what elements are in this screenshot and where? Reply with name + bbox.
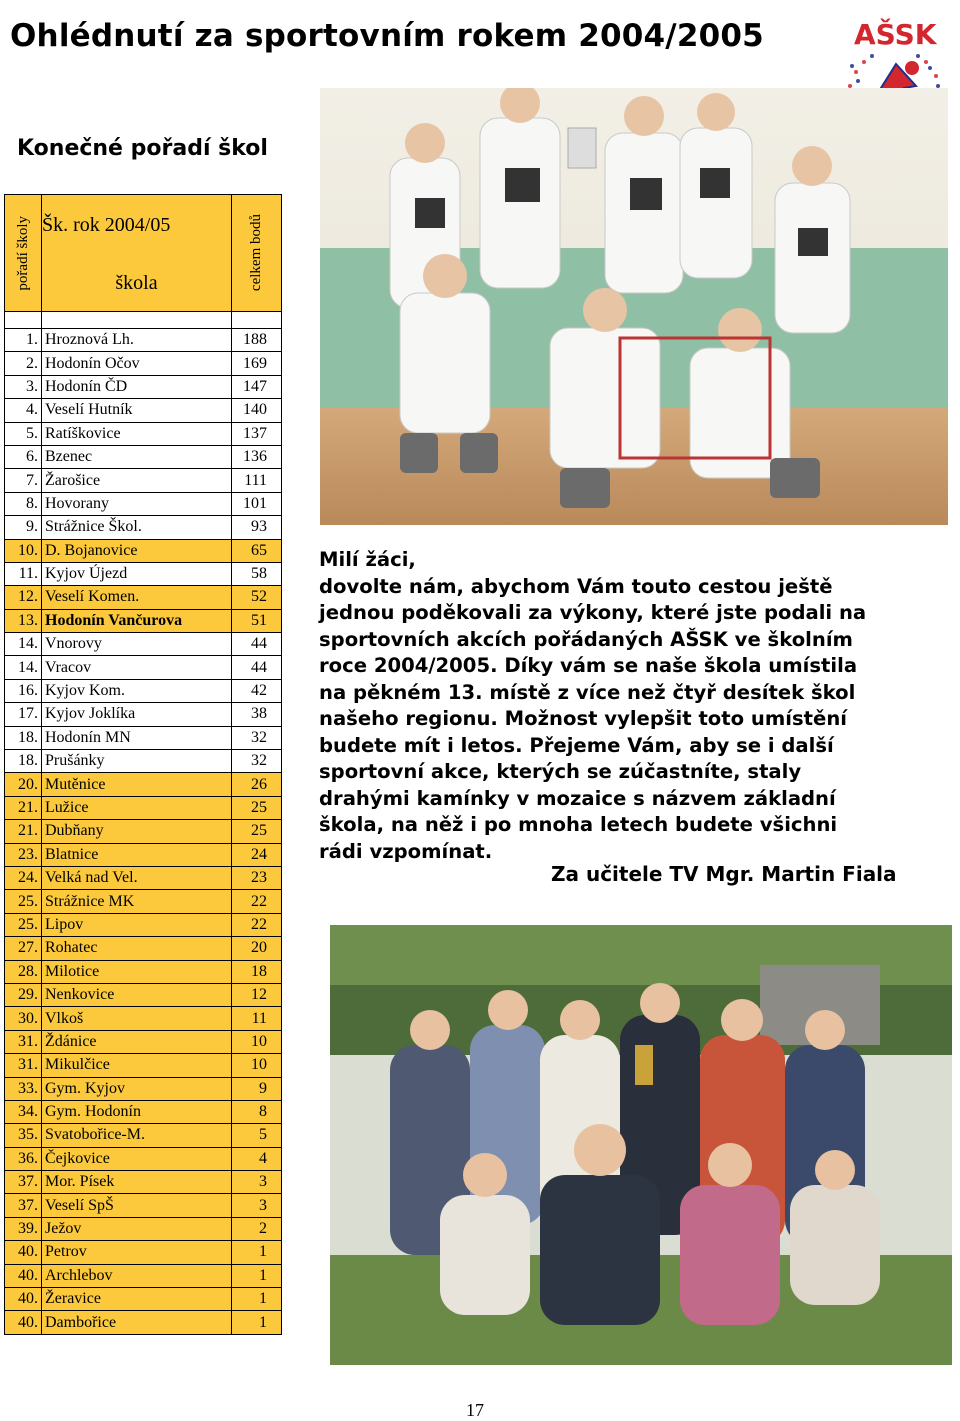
points-cell: 1 xyxy=(232,1288,282,1311)
header-season: Šk. rok 2004/05 xyxy=(42,195,232,256)
rank-cell: 18. xyxy=(5,750,42,773)
school-cell: Ždánice xyxy=(42,1030,232,1053)
rank-cell: 8. xyxy=(5,492,42,515)
rank-cell: 5. xyxy=(5,422,42,445)
school-cell: Dambořice xyxy=(42,1311,232,1334)
school-cell: Hodonín ČD xyxy=(42,375,232,398)
school-cell: Mutěnice xyxy=(42,773,232,796)
points-cell: 9 xyxy=(232,1077,282,1100)
school-cell: Strážnice Škol. xyxy=(42,516,232,539)
table-row xyxy=(5,773,282,796)
school-cell: Hodonín MN xyxy=(42,726,232,749)
school-cell: Ratíškovice xyxy=(42,422,232,445)
school-cell: Kyjov Kom. xyxy=(42,679,232,702)
rank-cell: 31. xyxy=(5,1030,42,1053)
rank-cell: 6. xyxy=(5,445,42,468)
school-cell: Blatnice xyxy=(42,843,232,866)
school-cell: Čejkovice xyxy=(42,1147,232,1170)
letter-line: sportovních akcích pořádaných AŠSK ve školním xyxy=(319,627,853,651)
school-cell: Lužice xyxy=(42,796,232,819)
points-cell: 51 xyxy=(232,609,282,632)
points-cell: 22 xyxy=(232,890,282,913)
page-title: Ohlédnutí za sportovním rokem 2004/2005 xyxy=(10,18,764,54)
school-cell: Mikulčice xyxy=(42,1054,232,1077)
letter-line: jednou poděkovali za výkony, které jste podali na xyxy=(319,601,867,624)
school-cell: Dubňany xyxy=(42,820,232,843)
rank-cell: 17. xyxy=(5,703,42,726)
letter-line: roce 2004/2005. Díky vám se naše škola umístila xyxy=(319,654,858,677)
points-cell: 147 xyxy=(232,375,282,398)
table-row xyxy=(5,1194,282,1217)
table-row xyxy=(5,820,282,843)
points-cell: 58 xyxy=(232,562,282,585)
table-row xyxy=(5,586,282,609)
table-row xyxy=(5,1217,282,1240)
table-row xyxy=(5,1030,282,1053)
school-cell: Prušánky xyxy=(42,750,232,773)
table-row xyxy=(5,399,282,422)
table-row xyxy=(5,866,282,889)
rank-cell: 28. xyxy=(5,960,42,983)
points-cell: 18 xyxy=(232,960,282,983)
points-cell: 1 xyxy=(232,1311,282,1334)
rank-cell: 21. xyxy=(5,796,42,819)
school-cell: Gym. Kyjov xyxy=(42,1077,232,1100)
points-cell: 44 xyxy=(232,656,282,679)
points-cell: 11 xyxy=(232,1007,282,1030)
school-cell: Vracov xyxy=(42,656,232,679)
school-cell: Kyjov Joklíka xyxy=(42,703,232,726)
school-cell: Žeravice xyxy=(42,1288,232,1311)
page-number: 17 xyxy=(466,1400,484,1420)
ranking-table xyxy=(4,194,282,1335)
school-cell: D. Bojanovice xyxy=(42,539,232,562)
rank-cell: 25. xyxy=(5,890,42,913)
table-row xyxy=(5,656,282,679)
letter-text xyxy=(319,547,949,865)
table-row xyxy=(5,1171,282,1194)
table-row xyxy=(5,1007,282,1030)
letter-line: rádi vzpomínat. xyxy=(319,839,493,863)
school-cell: Hodonín Vančurova xyxy=(42,609,232,632)
girls-team-photo xyxy=(330,925,952,1365)
table-row xyxy=(5,352,282,375)
points-cell: 188 xyxy=(232,329,282,352)
points-cell: 26 xyxy=(232,773,282,796)
rank-cell: 39. xyxy=(5,1217,42,1240)
table-row xyxy=(5,1264,282,1287)
table-row xyxy=(5,983,282,1006)
points-cell: 8 xyxy=(232,1100,282,1123)
points-cell: 140 xyxy=(232,399,282,422)
rank-cell: 30. xyxy=(5,1007,42,1030)
table-row xyxy=(5,1288,282,1311)
rank-cell: 21. xyxy=(5,820,42,843)
rank-cell: 4. xyxy=(5,399,42,422)
school-cell: Svatobořice-M. xyxy=(42,1124,232,1147)
table-row xyxy=(5,516,282,539)
rank-cell: 14. xyxy=(5,656,42,679)
table-row xyxy=(5,329,282,352)
points-cell: 111 xyxy=(232,469,282,492)
school-cell: Vnorovy xyxy=(42,633,232,656)
rank-cell: 16. xyxy=(5,679,42,702)
school-cell: Velká nad Vel. xyxy=(42,866,232,889)
table-row xyxy=(5,1311,282,1334)
letter-signature: Za učitele TV Mgr. Martin Fiala xyxy=(551,862,897,886)
points-cell: 24 xyxy=(232,843,282,866)
rank-cell: 14. xyxy=(5,633,42,656)
table-row xyxy=(5,609,282,632)
rank-cell: 33. xyxy=(5,1077,42,1100)
table-row xyxy=(5,633,282,656)
points-cell: 1 xyxy=(232,1264,282,1287)
points-cell: 12 xyxy=(232,983,282,1006)
points-cell: 137 xyxy=(232,422,282,445)
table-row xyxy=(5,1124,282,1147)
table-row xyxy=(5,492,282,515)
points-cell: 52 xyxy=(232,586,282,609)
table-row xyxy=(5,539,282,562)
school-cell: Gym. Hodonín xyxy=(42,1100,232,1123)
points-cell: 10 xyxy=(232,1054,282,1077)
points-cell: 23 xyxy=(232,866,282,889)
school-cell: Bzenec xyxy=(42,445,232,468)
table-row xyxy=(5,1054,282,1077)
points-cell: 20 xyxy=(232,937,282,960)
school-cell: Rohatec xyxy=(42,937,232,960)
table-row xyxy=(5,937,282,960)
points-cell: 93 xyxy=(232,516,282,539)
school-cell: Mor. Písek xyxy=(42,1171,232,1194)
table-row xyxy=(5,1147,282,1170)
rank-cell: 9. xyxy=(5,516,42,539)
school-cell: Vlkoš xyxy=(42,1007,232,1030)
points-cell: 5 xyxy=(232,1124,282,1147)
letter-line: na pěkném 13. místě z více než čtyř desítek škol xyxy=(319,680,856,704)
table-row xyxy=(5,1241,282,1264)
boys-team-photo xyxy=(320,88,948,525)
rank-cell: 35. xyxy=(5,1124,42,1147)
points-cell: 169 xyxy=(232,352,282,375)
rank-cell: 3. xyxy=(5,375,42,398)
school-cell: Nenkovice xyxy=(42,983,232,1006)
header-points: celkem bodů xyxy=(232,195,282,312)
points-cell: 3 xyxy=(232,1171,282,1194)
table-row xyxy=(5,1100,282,1123)
rank-cell: 13. xyxy=(5,609,42,632)
points-cell: 1 xyxy=(232,1241,282,1264)
school-cell: Hroznová Lh. xyxy=(42,329,232,352)
table-row xyxy=(5,422,282,445)
points-cell: 3 xyxy=(232,1194,282,1217)
table-row xyxy=(5,445,282,468)
table-row xyxy=(5,750,282,773)
school-cell: Žarošice xyxy=(42,469,232,492)
school-cell: Ježov xyxy=(42,1217,232,1240)
points-cell: 4 xyxy=(232,1147,282,1170)
table-row xyxy=(5,726,282,749)
rank-cell: 31. xyxy=(5,1054,42,1077)
school-cell: Strážnice MK xyxy=(42,890,232,913)
points-cell: 136 xyxy=(232,445,282,468)
rank-cell: 2. xyxy=(5,352,42,375)
table-row xyxy=(5,375,282,398)
table-row xyxy=(5,1077,282,1100)
letter-line: drahými kamínky v mozaice s názvem základní xyxy=(319,786,836,810)
points-cell: 25 xyxy=(232,796,282,819)
table-row xyxy=(5,679,282,702)
rank-cell: 37. xyxy=(5,1194,42,1217)
header-school: škola xyxy=(42,255,232,311)
table-row xyxy=(5,796,282,819)
points-cell: 2 xyxy=(232,1217,282,1240)
letter-line: Milí žáci, xyxy=(319,548,416,571)
points-cell: 44 xyxy=(232,633,282,656)
school-cell: Kyjov Újezd xyxy=(42,562,232,585)
rank-cell: 7. xyxy=(5,469,42,492)
school-cell: Veselí Hutník xyxy=(42,399,232,422)
school-cell: Petrov xyxy=(42,1241,232,1264)
points-cell: 32 xyxy=(232,726,282,749)
points-cell: 32 xyxy=(232,750,282,773)
rank-cell: 18. xyxy=(5,726,42,749)
school-cell: Milotice xyxy=(42,960,232,983)
rank-cell: 40. xyxy=(5,1288,42,1311)
school-cell: Veselí Komen. xyxy=(42,586,232,609)
table-row xyxy=(5,703,282,726)
points-cell: 22 xyxy=(232,913,282,936)
svg-text:AŠSK: AŠSK xyxy=(854,18,937,51)
rank-cell: 10. xyxy=(5,539,42,562)
rank-cell: 29. xyxy=(5,983,42,1006)
school-cell: Veselí SpŠ xyxy=(42,1194,232,1217)
school-cell: Archlebov xyxy=(42,1264,232,1287)
school-cell: Lipov xyxy=(42,913,232,936)
school-cell: Hodonín Očov xyxy=(42,352,232,375)
rank-cell: 36. xyxy=(5,1147,42,1170)
rank-cell: 20. xyxy=(5,773,42,796)
table-row xyxy=(5,562,282,585)
letter-line: dovolte nám, abychom Vám touto cestou ještě xyxy=(319,574,833,598)
points-cell: 42 xyxy=(232,679,282,702)
rank-cell: 25. xyxy=(5,913,42,936)
points-cell: 38 xyxy=(232,703,282,726)
letter-line: našeho regionu. Možnost vylepšit toto umístění xyxy=(319,707,847,730)
rank-cell: 12. xyxy=(5,586,42,609)
rank-cell: 34. xyxy=(5,1100,42,1123)
table-row xyxy=(5,890,282,913)
header-rank: pořadí školy xyxy=(5,195,42,312)
points-cell: 10 xyxy=(232,1030,282,1053)
rank-cell: 11. xyxy=(5,562,42,585)
rank-cell: 24. xyxy=(5,866,42,889)
rank-cell: 27. xyxy=(5,937,42,960)
rank-cell: 1. xyxy=(5,329,42,352)
points-cell: 101 xyxy=(232,492,282,515)
rank-cell: 40. xyxy=(5,1311,42,1334)
points-cell: 65 xyxy=(232,539,282,562)
rank-cell: 37. xyxy=(5,1171,42,1194)
table-row xyxy=(5,960,282,983)
points-cell: 25 xyxy=(232,820,282,843)
letter-line: budete mít i letos. Přejeme Vám, aby se i další xyxy=(319,733,834,757)
table-row xyxy=(5,843,282,866)
school-cell: Hovorany xyxy=(42,492,232,515)
rank-cell: 40. xyxy=(5,1241,42,1264)
rank-cell: 23. xyxy=(5,843,42,866)
table-subtitle: Konečné pořadí škol xyxy=(17,136,268,161)
rank-cell: 40. xyxy=(5,1264,42,1287)
letter-line: škola, na něž i po mnoha letech budete všichni xyxy=(319,813,838,836)
table-row xyxy=(5,469,282,492)
letter-line: sportovní akce, kterých se zúčastníte, staly xyxy=(319,760,802,783)
table-row xyxy=(5,913,282,936)
